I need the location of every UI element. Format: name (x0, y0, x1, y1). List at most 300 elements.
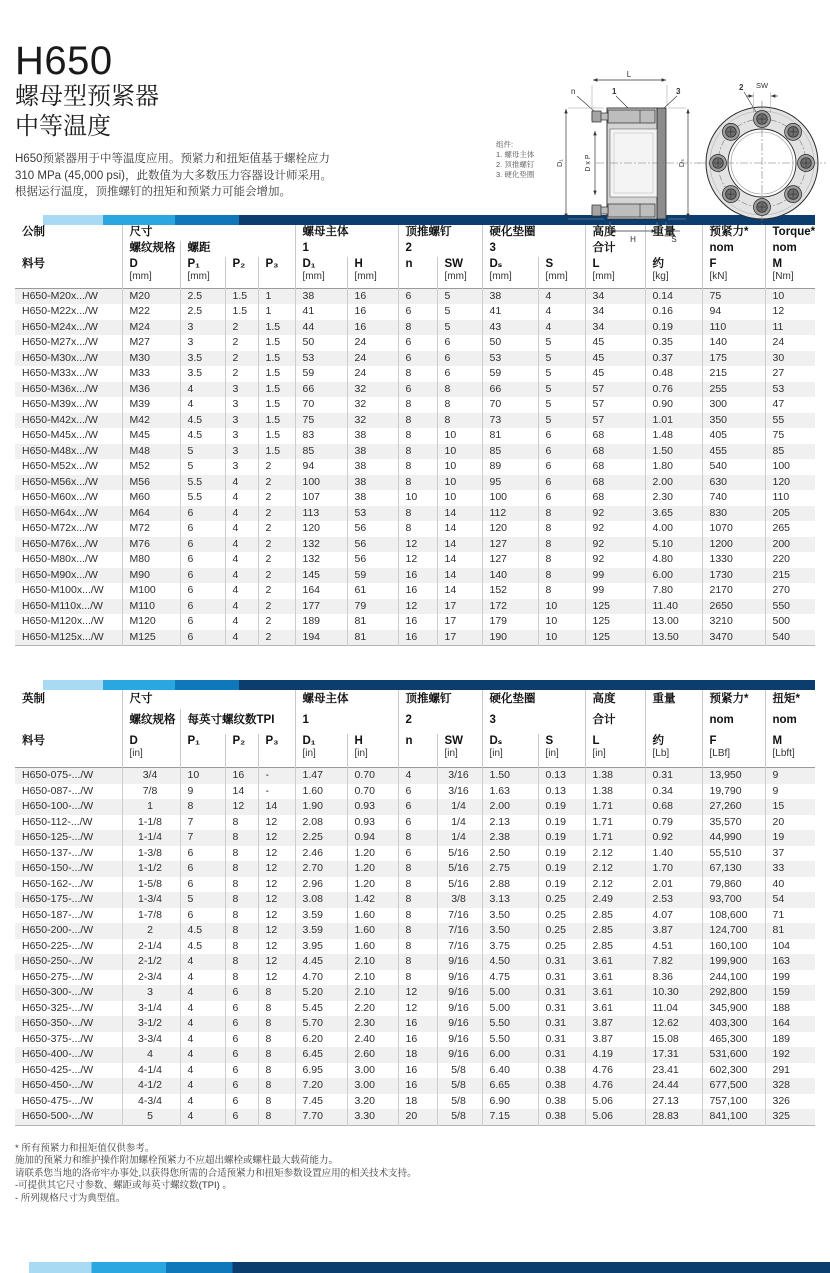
table-cell: 16 (347, 304, 398, 320)
table-cell: 5.00 (482, 1001, 538, 1017)
table-cell: 8 (398, 877, 437, 893)
table-cell: 2 (258, 537, 295, 553)
column-header: P₁ (180, 734, 225, 768)
table-cell: H650-M90x.../W (22, 568, 98, 581)
table-cell: 1/4 (437, 830, 482, 846)
table-cell: 5 (538, 382, 585, 398)
table-cell: M20 (122, 288, 180, 304)
column-header: L [in] (585, 734, 645, 768)
table-cell: M42 (122, 413, 180, 429)
table-cell: 8 (225, 892, 258, 908)
table-cell: 16 (398, 568, 437, 584)
table-cell: 0.13 (538, 768, 585, 784)
table-row (15, 459, 815, 475)
table-cell: 6 (437, 366, 482, 382)
table-cell: 4 (398, 768, 437, 784)
sub-nom-f: nom (702, 709, 765, 734)
dim-label-D1: D₁ (555, 159, 564, 167)
table-cell: 3 (225, 428, 258, 444)
table-cell: 192 (765, 1047, 815, 1063)
table-cell: 14 (225, 784, 258, 800)
text-line: 1. 螺母主体 (496, 150, 535, 159)
table-cell: 164 (295, 583, 347, 599)
group-nut-body: 螺母主体 (295, 225, 398, 241)
table-cell: 3.75 (482, 939, 538, 955)
table-cell: 27,260 (702, 799, 765, 815)
legend-title: 组件: (496, 140, 514, 149)
table-cell: 455 (702, 444, 765, 460)
datasheet-page (0, 40, 830, 1273)
table-cell: 14 (437, 568, 482, 584)
column-header: M [Lbft] (765, 734, 815, 768)
table-cell: 8 (258, 1001, 295, 1017)
table-cell: 1330 (702, 552, 765, 568)
system-label: 英制 (22, 693, 45, 705)
table-cell: 2 (258, 490, 295, 506)
table-cell: 4 (225, 475, 258, 491)
table-cell: 7/16 (437, 908, 482, 924)
table-cell: 6 (225, 1063, 258, 1079)
column-header: P₂ (225, 257, 258, 289)
table-cell: 160,100 (702, 939, 765, 955)
table-cell: 8 (398, 970, 437, 986)
table-cell: 1.71 (585, 830, 645, 846)
table-cell: 189 (765, 1032, 815, 1048)
table-cell: 43 (482, 320, 538, 336)
table-cell: 1.80 (645, 459, 702, 475)
group-preload: 预紧力* (702, 225, 765, 241)
table-row (15, 568, 815, 584)
table-cell: 3.61 (585, 970, 645, 986)
table-cell: 3.30 (347, 1109, 398, 1125)
table-cell: 1.38 (585, 768, 645, 784)
table-cell: 5/8 (437, 1078, 482, 1094)
table-cell: 0.38 (538, 1109, 585, 1125)
table-cell: 3 (180, 335, 225, 351)
sub-component-3: 3 (482, 241, 585, 257)
table-cell: 8 (398, 366, 437, 382)
table-cell: 5/16 (437, 877, 482, 893)
table-cell: 53 (482, 351, 538, 367)
table-cell: 2.12 (585, 846, 645, 862)
footnotes (15, 1143, 815, 1206)
table-row (15, 1016, 815, 1032)
table-cell: 0.19 (538, 861, 585, 877)
table-cell: 12 (258, 939, 295, 955)
table-cell: 15 (765, 799, 815, 815)
table-cell: 4-1/2 (122, 1078, 180, 1094)
table-cell: 14 (258, 799, 295, 815)
table-cell: 3 (225, 397, 258, 413)
table-cell: 38 (347, 490, 398, 506)
table-cell: 79,860 (702, 877, 765, 893)
table-cell: 0.31 (538, 1047, 585, 1063)
table-cell: 45 (585, 366, 645, 382)
table-cell: 57 (585, 413, 645, 429)
table-cell: 2 (225, 351, 258, 367)
table-cell: 56 (347, 537, 398, 553)
table-cell: 92 (585, 521, 645, 537)
imperial-spec-table (15, 690, 815, 1126)
table-cell: 68 (585, 475, 645, 491)
table-cell: 8 (398, 861, 437, 877)
table-cell: M33 (122, 366, 180, 382)
jackbolt-top (608, 110, 655, 123)
table-cell: 325 (765, 1109, 815, 1125)
table-row (15, 985, 815, 1001)
table-cell: 8 (437, 413, 482, 429)
table-cell: H650-M52x.../W (22, 460, 98, 472)
table-cell: 132 (295, 552, 347, 568)
table-cell: 4 (225, 537, 258, 553)
table-cell: 8 (225, 923, 258, 939)
table-cell: 4 (538, 304, 585, 320)
table-cell: 1730 (702, 568, 765, 584)
table-cell: 5 (538, 397, 585, 413)
table-cell: 199 (765, 970, 815, 986)
table-cell: 1.60 (295, 784, 347, 800)
text-line: * 所有预紧力和扭矩值仅供参考。 (15, 1142, 155, 1154)
symbol-header-row (15, 734, 815, 768)
table-cell: 6 (225, 1001, 258, 1017)
table-cell: 1070 (702, 521, 765, 537)
table-row (15, 784, 815, 800)
table-cell: 1.40 (645, 846, 702, 862)
table-cell: 265 (765, 521, 815, 537)
table-cell: 0.38 (538, 1078, 585, 1094)
table-cell: 0.90 (645, 397, 702, 413)
table-cell: H650-162-.../W (22, 877, 94, 890)
table-cell: 3/16 (437, 768, 482, 784)
table-cell: 1 (258, 288, 295, 304)
sub-component-1: 1 (295, 241, 398, 257)
table-cell: 8 (258, 1078, 295, 1094)
table-cell: 2650 (702, 599, 765, 615)
table-cell: 0.25 (538, 908, 585, 924)
table-cell: H650-175-.../W (22, 893, 94, 905)
table-cell: H650-325-.../W (22, 1001, 94, 1014)
table-cell: 27.13 (645, 1094, 702, 1110)
table-cell: 6.95 (295, 1063, 347, 1079)
table-cell: 10 (437, 490, 482, 506)
table-cell: 1-1/8 (122, 815, 180, 831)
table-cell: M30 (122, 351, 180, 367)
table-cell: 292,800 (702, 985, 765, 1001)
table-cell: 59 (295, 366, 347, 382)
table-cell: 8 (437, 382, 482, 398)
column-header: D₁ [mm] (295, 257, 347, 289)
table-cell: 4.70 (295, 970, 347, 986)
table-cell: 16 (398, 1063, 437, 1079)
table-cell: 35,570 (702, 815, 765, 831)
column-header: P₂ (225, 734, 258, 768)
table-cell: 145 (295, 568, 347, 584)
table-cell: 57 (585, 397, 645, 413)
table-cell: 16 (347, 320, 398, 336)
table-cell: 3/16 (437, 784, 482, 800)
page-subtitle-temperature: 中等温度 (15, 113, 111, 140)
table-row (15, 583, 815, 599)
table-cell: 24.44 (645, 1078, 702, 1094)
table-cell: 10 (437, 475, 482, 491)
group-weight: 重量 (645, 690, 702, 709)
table-cell: 16 (398, 630, 437, 646)
table-cell: 8 (225, 877, 258, 893)
table-cell: 132 (295, 537, 347, 553)
table-cell: 540 (702, 459, 765, 475)
group-jackbolt: 顶推螺钉 (398, 690, 482, 709)
table-cell: 13,950 (702, 768, 765, 784)
table-cell: 2.08 (295, 815, 347, 831)
callout-2-jackbolt: 2 (739, 83, 744, 92)
table-cell: 11 (765, 320, 815, 336)
table-cell: 6 (398, 815, 437, 831)
table-cell: 8 (225, 970, 258, 986)
table-row (15, 320, 815, 336)
table-cell: 300 (702, 397, 765, 413)
table-cell: 10 (180, 768, 225, 784)
table-cell: 3.13 (482, 892, 538, 908)
table-row (15, 815, 815, 831)
table-cell: 4 (180, 1094, 225, 1110)
table-cell: H650-275-.../W (22, 970, 94, 983)
table-row (15, 1047, 815, 1063)
table-cell: 200 (765, 537, 815, 553)
table-cell: 5 (538, 335, 585, 351)
table-cell: 38 (347, 475, 398, 491)
table-cell: 0.31 (538, 1016, 585, 1032)
table-row (15, 1063, 815, 1079)
table-cell: 188 (765, 1001, 815, 1017)
group-washer: 硬化垫圈 (482, 225, 585, 241)
table-cell: 291 (765, 1063, 815, 1079)
text-line: 根据运行温度，顶推螺钉的扭矩和预紧力可能会增加。 (15, 186, 291, 198)
table-cell: 350 (702, 413, 765, 429)
table-cell: 2.60 (347, 1047, 398, 1063)
table-cell: 140 (702, 335, 765, 351)
imperial-table-body (15, 768, 815, 1126)
table-cell: M24 (122, 320, 180, 336)
table-cell: 4 (225, 599, 258, 615)
table-cell: 190 (482, 630, 538, 646)
table-cell: 2 (258, 521, 295, 537)
table-cell: 55 (765, 413, 815, 429)
sub-tpi: 每英寸螺纹数TPI (180, 709, 295, 734)
table-cell: 15.08 (645, 1032, 702, 1048)
dim-label-L: L (626, 70, 632, 79)
table-row (15, 1094, 815, 1110)
table-cell: 1.5 (258, 382, 295, 398)
table-cell: 2 (258, 506, 295, 522)
table-cell: 6 (398, 846, 437, 862)
table-cell: H650-M110x.../W (22, 599, 103, 612)
table-cell: 403,300 (702, 1016, 765, 1032)
table-cell: H650-087-.../W (22, 784, 94, 797)
table-cell: 107 (295, 490, 347, 506)
table-cell: 0.94 (347, 830, 398, 846)
table-cell: 6.90 (482, 1094, 538, 1110)
text-line: 3. 硬化垫圈 (496, 170, 535, 179)
sub-total: 合计 (585, 709, 645, 734)
table-cell: 8 (225, 830, 258, 846)
table-cell: 6.20 (295, 1032, 347, 1048)
table-cell: 0.19 (538, 830, 585, 846)
table-cell: 2.5 (180, 288, 225, 304)
table-cell: 4.51 (645, 939, 702, 955)
table-cell: 2.46 (295, 846, 347, 862)
table-row (15, 288, 815, 304)
table-cell: 2.00 (645, 475, 702, 491)
column-header: Dₛ [in] (482, 734, 538, 768)
table-row (15, 799, 815, 815)
table-cell: 2.10 (347, 954, 398, 970)
table-cell: 6 (398, 799, 437, 815)
table-cell: 0.25 (538, 923, 585, 939)
table-cell: 7.70 (295, 1109, 347, 1125)
table-cell: 8 (225, 954, 258, 970)
table-cell: 8 (225, 861, 258, 877)
table-cell: H650-M76x.../W (22, 537, 98, 550)
table-cell: 75 (295, 413, 347, 429)
table-cell: 1.5 (258, 397, 295, 413)
table-cell: 85 (765, 444, 815, 460)
callout-1-nut-body: 1 (612, 87, 617, 96)
column-header: S [in] (538, 734, 585, 768)
table-cell: 9/16 (437, 970, 482, 986)
table-cell: 0.48 (645, 366, 702, 382)
table-cell: 12 (258, 908, 295, 924)
table-cell: 3 (225, 382, 258, 398)
table-cell: 1.5 (258, 335, 295, 351)
table-cell: 12.62 (645, 1016, 702, 1032)
table-cell: 1.5 (258, 444, 295, 460)
table-row (15, 630, 815, 646)
table-cell: 8 (398, 428, 437, 444)
table-cell: 2.53 (645, 892, 702, 908)
table-cell: 2-1/4 (122, 939, 180, 955)
column-header: M [Nm] (765, 257, 815, 289)
table-cell: 220 (765, 552, 815, 568)
table-cell: 9/16 (437, 985, 482, 1001)
table-cell: 0.93 (347, 815, 398, 831)
table-cell: 6 (225, 985, 258, 1001)
table-cell: 8 (258, 1109, 295, 1125)
text-line: 2. 顶推螺钉 (496, 160, 535, 169)
table-cell: 550 (765, 599, 815, 615)
table-cell: 44 (295, 320, 347, 336)
table-cell: 757,100 (702, 1094, 765, 1110)
table-cell: 0.68 (645, 799, 702, 815)
table-cell: 8 (538, 552, 585, 568)
table-cell: 14 (437, 552, 482, 568)
table-cell: 3.08 (295, 892, 347, 908)
sub-component-3: 3 (482, 709, 585, 734)
table-cell: 53 (765, 382, 815, 398)
table-cell: M48 (122, 444, 180, 460)
table-cell: 20 (398, 1109, 437, 1125)
table-cell: 0.13 (538, 784, 585, 800)
table-cell: 4 (180, 397, 225, 413)
table-row (15, 877, 815, 893)
table-cell: 630 (702, 475, 765, 491)
group-height: 高度 (585, 690, 645, 709)
table-cell: 1-1/2 (122, 861, 180, 877)
table-cell: H650-M45x.../W (22, 429, 98, 441)
table-cell: 0.31 (538, 970, 585, 986)
table-cell: 2 (258, 599, 295, 615)
technical-drawing (540, 66, 830, 258)
text-line: 310 MPa (45,000 psi)，此数值为大多数压力容器设计师采用。 (15, 169, 332, 182)
column-header: 料号 (22, 735, 45, 747)
table-cell: 175 (702, 351, 765, 367)
table-cell: 9 (765, 768, 815, 784)
table-cell: 10 (398, 490, 437, 506)
table-cell: 1200 (702, 537, 765, 553)
table-cell: M120 (122, 614, 180, 630)
table-cell: 6 (538, 444, 585, 460)
table-cell: 34 (585, 320, 645, 336)
table-cell: 5/16 (437, 861, 482, 877)
table-cell: 4 (225, 521, 258, 537)
table-cell: 8 (538, 506, 585, 522)
column-header: 约 [Lb] (645, 734, 702, 768)
table-cell: H650-M48x.../W (22, 444, 98, 457)
table-cell: 2 (225, 366, 258, 382)
table-cell: 19 (765, 830, 815, 846)
bottom-brand-gradient-bar (0, 1262, 830, 1273)
table-cell: 7.82 (645, 954, 702, 970)
table-cell: 6 (180, 877, 225, 893)
table-cell: 8 (258, 1094, 295, 1110)
table-cell: 2.88 (482, 877, 538, 893)
table-cell: 1.60 (347, 908, 398, 924)
symbol-header-row (15, 257, 815, 289)
table-cell: 16 (398, 1016, 437, 1032)
table-row (15, 768, 815, 784)
table-cell: 66 (482, 382, 538, 398)
table-cell: 3 (225, 444, 258, 460)
washer-section (657, 108, 666, 219)
table-cell: 5.06 (585, 1109, 645, 1125)
table-cell: 6 (398, 351, 437, 367)
sub-total: 合计 (585, 241, 645, 257)
table-row (15, 552, 815, 568)
table-cell: 10 (437, 444, 482, 460)
table-cell: 12 (258, 846, 295, 862)
table-cell: 2-1/2 (122, 954, 180, 970)
table-cell: 2.38 (482, 830, 538, 846)
table-cell: 6 (225, 1047, 258, 1063)
table-cell: 2 (258, 552, 295, 568)
table-cell: 2.12 (585, 861, 645, 877)
table-cell: 2 (122, 923, 180, 939)
table-cell: 45 (585, 351, 645, 367)
table-cell: 2.10 (347, 970, 398, 986)
table-cell: 140 (482, 568, 538, 584)
table-cell: 3.61 (585, 954, 645, 970)
table-cell: 1.5 (258, 351, 295, 367)
table-cell: 3.61 (585, 1001, 645, 1017)
table-cell: 19,790 (702, 784, 765, 800)
table-cell: 163 (765, 954, 815, 970)
table-cell: 14 (437, 537, 482, 553)
table-cell: 3.59 (295, 908, 347, 924)
group-height: 高度 (585, 225, 645, 241)
table-cell: 8 (398, 444, 437, 460)
table-cell: H650-250-.../W (22, 955, 94, 967)
table-row (15, 923, 815, 939)
table-cell: H650-M100x.../W (22, 584, 104, 596)
